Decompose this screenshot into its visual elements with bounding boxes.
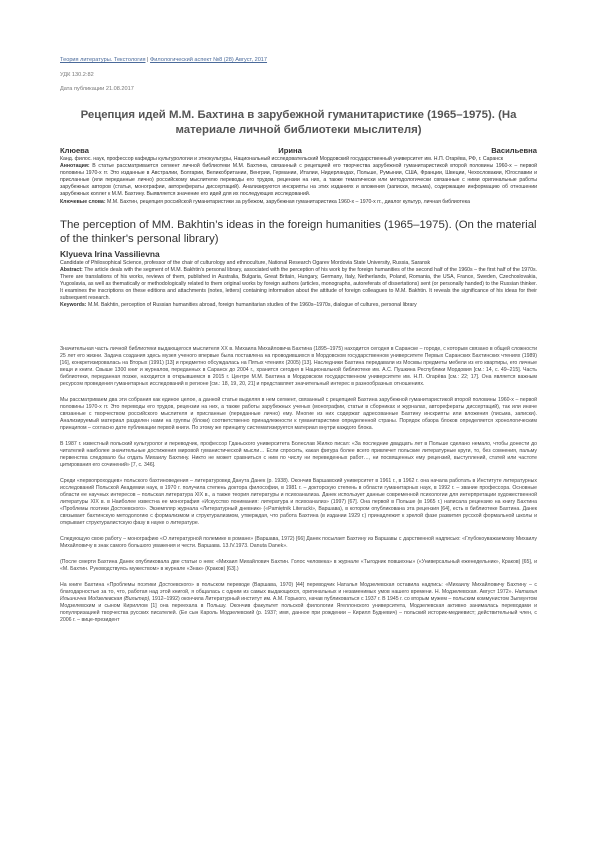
breadcrumb — [60, 57, 537, 63]
author-surname: Клюева — [60, 146, 89, 155]
abstract-en — [60, 267, 537, 302]
affiliation-en: Candidate of Philosophical Science, professor of the chair of culturology and ethnoculture, National Research Ogarev Mordovia State University, Russia, Saransk — [60, 260, 431, 266]
breadcrumb-journal-link[interactable]: Филологический аспект №8 (28) Август, 2017 — [150, 57, 268, 63]
body-paragraph: В 1987 г. известный польский культуролог и переводчик, профессор Гданьского университета Болеслав Жилко писал: «За последние двадцать лет в Польше сделано немало, чтобы донести до читателей наиболее значительные достижения мировой гуманистической мысли… Если спросить, какая фигура более всего привлечет польские литературные круги, то, без сомнения, пальму первенства следовало бы отдать Михаилу Бахтину. Никто не может сравниться с ним по числу ни переведенных работ…, ни посвященных ему рецензий, выступлений, статей или частоте цитирования его сочинений» [7, с. 346]. — [60, 441, 537, 468]
abstract-label-en: Abstract: — [60, 267, 83, 273]
udc-code: УДК 130.2:82 — [60, 72, 94, 78]
keywords-label-ru: Ключевые слова: — [60, 198, 106, 205]
keywords-text-ru: М.М. Бахтин, рецепция российской гуманитаристики за рубежом, зарубежная гуманитаристика 1960-х – 1970-х гг., диалог культур, личная библиотека — [107, 198, 470, 205]
affiliation-ru: Канд. филос. наук, профессор кафедры культурологии и этнокультуры, Национальный исследовательский Мордовский государственный университет им. Н.П. Огарёва, РФ, г. Саранск — [60, 156, 504, 162]
metadata-ru — [60, 156, 537, 206]
breadcrumb-category-link[interactable]: Теория литературы. Текстология — [60, 57, 146, 63]
breadcrumb-separator: | — [145, 57, 151, 63]
body-paragraph: Значительная часть личной библиотеки выдающегося мыслителя ХХ в. Михаила Михайловича Бахтина (1895–1975) находится сегодня в Саранске – городе, с которым связано в общей сложности 25 лет его жизни. Задача создания здесь музея ученого впервые была поставлена на проводившихся в Мордовском государственном университете Первых Саранских Бахтинских чтениях (1989) [16], конкретизировалась на Вторых (1991) [13] и предметно обсуждалась на Пятых чтениях (2005) [13]. Наследники Бахтина передавали из Москвы предметы мебели из его квартиры, его личные вещи и книги. Свыше 1300 книг и журналов, переданных в Саранск до 2004 г., хранится сегодня в Национальной библиотеке им. А.С. Пушкина Республики Мордовия [см.: 14, с. 49–215]. Часть библиотеки, переданная позже, находится в открывшемся в 2015 г. Центре М.М. Бахтина в Мордовском государственном университете им. Н.П. Огарёва [см.: 22; 17]. Она является важным ресурсом проведения гуманитарных исследований в регионе [см.: 18, 19, 20, 21] и представляет значительный интерес в разнообразных отношениях. — [60, 346, 537, 387]
body-paragraph: Следующую свою работу – монографию «О литературной полемике в романе» (Варшава, 1972) [66] Данек посылает Бахтину из Варшавы с дарственной надписью: «Глубокоуважаемому Михаилу Михайловичу в знак самого большого уважения и чести. Варшава. 13.IV.1973. Danuta Danek». — [60, 536, 537, 549]
body-paragraph — [60, 582, 537, 624]
abstract-ru — [60, 163, 537, 198]
keywords-label-en: Keywords: — [60, 302, 87, 308]
page-title-ru: Рецепция идей М.М. Бахтина в зарубежной гуманитаристике (1965–1975). (На материале личной библиотеки мыслителя) — [80, 109, 517, 136]
abstract-label-ru: Аннотация: — [60, 163, 90, 170]
keywords-en — [60, 302, 537, 309]
abstract-text-en: The article deals with the segment of M.M. Bakhtin's personal library, associated with the perception of his work by the foreign humanities of the second half of the 1960s – the first half of the 1970s. There are translations of his works, reviews of them, published in Australia, Bulgaria, Great Britain, Hungary, Germany, Italy, Netherlands, Poland, Romania, the USA, France, Sweden, Czechoslovakia, Yugoslavia, as well as thematically or methodologically related to them original works by foreign authors (articles, monographs, autoreferats of dissertations) sent (or personally handed) to the Russian thinker. It examines the inscriptions on these editions and attachments (notes, letters) containing information about the attitude of foreign colleagues to M.M. Bakhtin. It reveals the significance of his ideas for their subsequent research. — [60, 267, 537, 301]
body-paragraph: (После смерти Бахтина Данек опубликовала две статьи о нем: «Михаил Михайлович Бахтин. Голос человека» в журнале «Тыгодник повшехны» («Универсальный еженедельник», Краков) [65], и «М. Бахтин. Руководствуясь мужеством» в журнале «Знак» (Краков) [63].) — [60, 559, 537, 572]
publication-date: Дата публикации 21.08.2017 — [60, 86, 134, 92]
abstract-text-ru: В статье рассматривается сегмент личной библиотеки М.М. Бахтина, связанный с рецепцией его творчества зарубежной гуманитаристикой второй половины 1960-х – первой половины 1970-х гг. Это изданные в Австралии, Болгарии, Великобритании, Венгрии, Германии, Италии, Нидерландах, Польше, Румынии, США, Франции, Швеции, Чехословакии, Югославии и присланные (или переданные лично) российскому мыслителю переводы его трудов, рецензии на них, а также тематически или методологически связанные с ними оригинальные работы зарубежных авторов (статьи, монографии, авторефераты диссертаций). Анализируются инскрипты на этих изданиях и вложения (записки, письма), содержащие информацию об отношении зарубежных коллег к М.М. Бахтину. Выявляется значение его идей для их последующих исследований. — [60, 163, 537, 198]
article-body — [60, 346, 537, 633]
author-patronymic: Васильевна — [491, 146, 537, 155]
author-name-en: Klyueva Irina Vassilievna — [60, 249, 160, 259]
title-en: The perception of MM. Bakhtin’s ideas in the foreign humanities (1965–1975). (On the material of the thinker's personal library) — [60, 219, 537, 245]
body-text: На книге Бахтина «Проблемы поэтики Достоевского» в польском переводе (Варшава, 1970) [44] переводчик Наталья Модзелевская оставила надпись: «Михаилу Михайловичу Бахтину – с благодарностью за то, что, работая над этой книгой, я общалась с одним из самых выдающихся, оригинальных и незаменимых умов нашего времени. Н. Модзелевская. Август 1972». — [60, 582, 537, 595]
body-text: 1912–1992) окончила Литературный институт им. А.М. Горького, начав публиковаться с 1937 г. В 1945 г. со вторым мужем – польским коммунистом Зыгмунтом Модзелевским и сыном Кириллом [1] она переехала в Польшу. Окончив факультет польской филологии Ягеллонского университета, Модзелевская активно занималась переводами и популяризацией творчества русских писателей. (Ее сын Кароль Модзелевский (р. 1937; имя, данное при рождении – Кирилл Будневич) – польский историк-медиевист; действительный член, с 2006 г. – вице-президент — [60, 596, 537, 623]
metadata-en — [60, 260, 537, 309]
keywords-ru — [60, 199, 537, 206]
body-paragraph: Мы рассматриваем два эти собрания как единое целое, а данной статье выделяя в нем сегмент, связанный с рецепцией Бахтина зарубежной гуманитаристикой второй половины 1960-х – первой половины 1970-х гг. Это переводы его трудов, рецензии на них, а также работы зарубежных ученых (монографии, статьи в сборниках и журналах, авторефераты диссертаций), так или иначе связанные с творчеством российского мыслителя и присланные (переданные лично) ему. Многие из них содержат адресованные Бахтину инскрипты или вложения (письма, записки). Анализируемый материал разделен нами на группы (блоки) соответственно принадлежности к гуманитаристике определенной страны. Порядок обзора блоков определяется хронологическим принципом – согласно дате публикации первой книги. По этому же принципу систематизируется материал внутри каждого блока. — [60, 397, 537, 431]
author-name: Ирина — [278, 146, 302, 155]
translator-name: Наталья Ильинична Модзелевская (Вильтер), — [60, 589, 537, 602]
body-paragraph: Среди «первопроходцев» польского бахтиноведения – литературовед Данута Данек (р. 1938). Окончив Варшавский университет в 1961 г., в 1962 г. она начала работать в Институте литературных исследований Польской Академии наук, в 1970 г. получила степень доктора философии, в 1981 г. – докторскую степень в области гуманитарных наук, в 1992 г. – звание профессора. Основные области ее научных интересов – польская литература ХIX в., а также теория литературы и психоанализа. Данек использует данные современной психологии для интерпретации художественной литературы XIX в. в Наиболее известна ее монография «Искусство понимания: литература и психоанализ» (1997) [67]. Она первой в Польше (в 1965 г.) написала рецензию на книгу Бахтина «Проблемы поэтики Достоевского». Экземпляр журнала «Литературный дневник» («Pamiętnik Literacki», Варшава), в котором опубликована эта рецензия [64], есть в библиотеке Бахтина. Данек связывает бахтинскую методологию с формализмом и структурализмом, утверждая, что работа Бахтина (в издании 1929 г.) принадлежит к зрелой фазе развития русской формальной школы и открывает структуралистскую фазу в науке о литературе. — [60, 478, 537, 526]
author-name-ru — [60, 146, 537, 155]
keywords-text-en: M.M. Bakhtin, perception of Russian humanities abroad, foreign humanitarian studies of the 1960s–1970s, dialogue of cultures, personal library — [87, 302, 417, 308]
